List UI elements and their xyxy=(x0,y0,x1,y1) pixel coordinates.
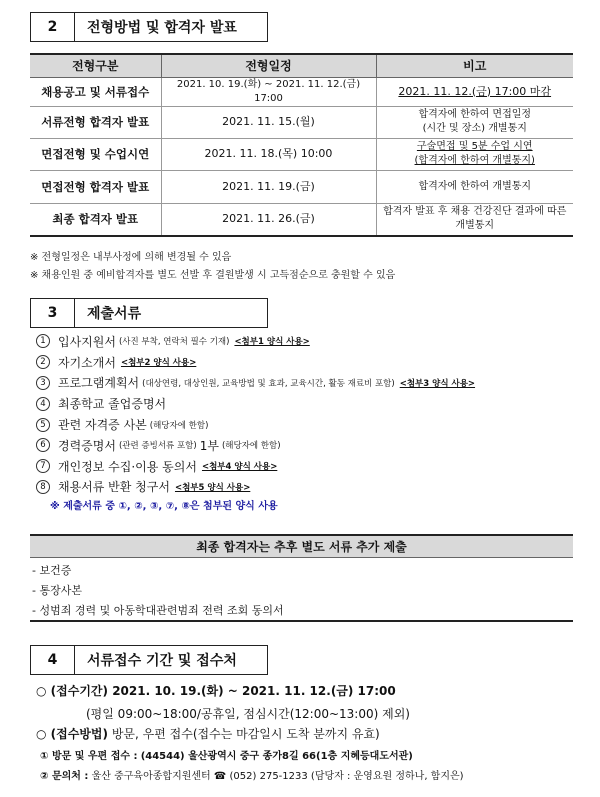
item-number: 4 xyxy=(36,397,50,411)
documents-note: ※ 제출서류 중 ①, ②, ③, ⑦, ⑧은 첨부된 양식 사용 xyxy=(50,501,278,512)
extra-documents-title: 최종 합격자는 추후 별도 서류 추가 제출 xyxy=(30,534,573,558)
document-list xyxy=(36,331,475,497)
item-attachment: <첨부5 양식 사용> xyxy=(174,482,251,493)
item-text: 개인정보 수집·이용 동의서 xyxy=(58,459,197,474)
list-item xyxy=(36,477,475,498)
schedule-notes xyxy=(30,249,395,285)
section3-number: 3 xyxy=(31,299,75,327)
row-date: 2021. 11. 18.(목) 10:00 xyxy=(161,138,376,170)
item-attachment: <첨부1 양식 사용> xyxy=(234,337,310,348)
table-row xyxy=(30,138,573,170)
row-label: 최종 합격자 발표 xyxy=(30,203,161,236)
row-label: 면접전형 및 수업시연 xyxy=(30,138,161,170)
item-text: 관련 자격증 사본 xyxy=(58,418,147,433)
row-note-line: 구술면접 및 5분 수업 시연 xyxy=(416,141,533,152)
method-label: ○ (접수방법) xyxy=(36,727,108,741)
item-text: 입사지원서 xyxy=(58,334,116,349)
visit-value: (44544) 울산광역시 중구 종가8길 66(1층 지혜등대도서관) xyxy=(140,751,413,762)
contact-line xyxy=(40,767,464,782)
item-text-2: 1부 xyxy=(199,438,219,453)
section2-header xyxy=(30,12,268,42)
row-date: 2021. 10. 19.(화) ~ 2021. 11. 12.(금) 17:00 xyxy=(161,77,376,106)
visit-label: ① 방문 및 우편 접수 : xyxy=(40,751,138,762)
note-line: ※ 채용인원 중 예비합격자를 별도 선발 후 결원발생 시 고득점순으로 충원할 수 있음 xyxy=(30,270,396,281)
item-detail: (해당자에 한함) xyxy=(149,420,209,431)
row-label: 채용공고 및 서류접수 xyxy=(30,77,161,106)
extra-documents-list xyxy=(30,560,573,622)
row-date: 2021. 11. 19.(금) xyxy=(161,170,376,203)
method-value: 방문, 우편 접수(접수는 마감일시 도착 분까지 유효) xyxy=(111,727,380,741)
period-line xyxy=(36,682,396,699)
item-detail: (대상연령, 대상인원, 교육방법 및 효과, 교육시간, 활동 재료비 포함) xyxy=(142,378,395,389)
table-header-row xyxy=(30,54,573,77)
method-line xyxy=(36,725,380,742)
schedule-table xyxy=(30,53,573,237)
item-text: 채용서류 반환 청구서 xyxy=(58,480,170,495)
list-item xyxy=(36,373,475,394)
table-row xyxy=(30,106,573,138)
table-row xyxy=(30,203,573,236)
item-attachment: <첨부3 양식 사용> xyxy=(399,378,476,389)
row-note: 합격자에 한하여 개별통지 xyxy=(376,170,573,203)
item-attachment: <첨부4 양식 사용> xyxy=(201,462,278,473)
table-row xyxy=(30,170,573,203)
row-note xyxy=(376,106,573,138)
period-detail: (평일 09:00~18:00/공휴일, 점심시간(12:00~13:00) 제외) xyxy=(86,707,410,721)
list-item xyxy=(36,414,475,435)
contact-label: ② 문의처 : xyxy=(40,771,89,782)
row-note-line: 합격자에 한하여 면접일정 xyxy=(418,109,532,120)
item-text: 경력증명서 xyxy=(58,438,116,453)
row-note-line: 2021. 11. 12.(금) 17:00 마감 xyxy=(398,84,552,98)
section4-title: 서류접수 기간 및 접수처 xyxy=(87,653,237,669)
section2-title: 전형방법 및 합격자 발표 xyxy=(87,20,237,36)
row-note-line: (합격자에 한하여 개별통지) xyxy=(414,155,535,166)
item-number: 5 xyxy=(36,418,50,432)
list-item: - 성범죄 경력 및 아동학대관련범죄 전력 조회 동의서 xyxy=(32,604,284,617)
list-item xyxy=(36,352,475,373)
item-number: 1 xyxy=(36,334,50,348)
period-label: ○ (접수기간) xyxy=(36,684,108,698)
item-text: 최종학교 졸업증명서 xyxy=(58,397,167,412)
item-text: 프로그램계획서 xyxy=(58,376,140,391)
period-value: 2021. 10. 19.(화) ~ 2021. 11. 12.(금) 17:00 xyxy=(112,684,396,698)
list-item xyxy=(36,331,475,352)
list-item: - 보건증 xyxy=(32,564,72,577)
list-item xyxy=(36,393,475,414)
row-date: 2021. 11. 26.(금) xyxy=(161,203,376,236)
item-number: 7 xyxy=(36,459,50,473)
section3-header xyxy=(30,298,268,328)
row-date: 2021. 11. 15.(월) xyxy=(161,106,376,138)
item-text: 자기소개서 xyxy=(58,355,116,370)
row-label: 면접전형 합격자 발표 xyxy=(30,170,161,203)
section2-number: 2 xyxy=(31,13,75,41)
item-number: 8 xyxy=(36,480,50,494)
row-note-line: 합격자 발표 후 채용 건강진단 결과에 따른 xyxy=(383,206,567,218)
item-number: 6 xyxy=(36,438,50,452)
list-item: - 통장사본 xyxy=(32,584,82,597)
list-item xyxy=(36,435,475,456)
row-note xyxy=(376,138,573,170)
row-note xyxy=(376,203,573,236)
list-item xyxy=(36,456,475,477)
row-note-line: 개별통지 xyxy=(455,220,495,232)
section4-header xyxy=(30,645,268,675)
header-schedule: 전형일정 xyxy=(161,54,376,77)
header-remark: 비고 xyxy=(376,54,573,77)
header-type: 전형구분 xyxy=(30,54,161,77)
item-detail-2: (해당자에 한함) xyxy=(221,441,281,452)
contact-value: 울산 중구육아종합지원센터 ☎ (052) 275-1233 (담당자 : 운영요원 정하나, 함지은) xyxy=(91,771,464,782)
item-detail: (사진 부착, 연락처 필수 기재) xyxy=(118,337,230,348)
item-number: 2 xyxy=(36,355,50,369)
item-number: 3 xyxy=(36,376,50,390)
section4-number: 4 xyxy=(31,646,75,674)
item-attachment: <첨부2 양식 사용> xyxy=(120,358,197,369)
row-label: 서류전형 합격자 발표 xyxy=(30,106,161,138)
table-row xyxy=(30,77,573,106)
note-line: ※ 전형일정은 내부사정에 의해 변경될 수 있음 xyxy=(30,252,232,263)
item-detail: (관련 증빙서류 포함) xyxy=(118,441,197,452)
row-note-line: (시간 및 장소) 개별통지 xyxy=(422,123,527,134)
row-note xyxy=(376,77,573,106)
section3-title: 제출서류 xyxy=(87,306,142,322)
visit-line xyxy=(40,747,413,762)
